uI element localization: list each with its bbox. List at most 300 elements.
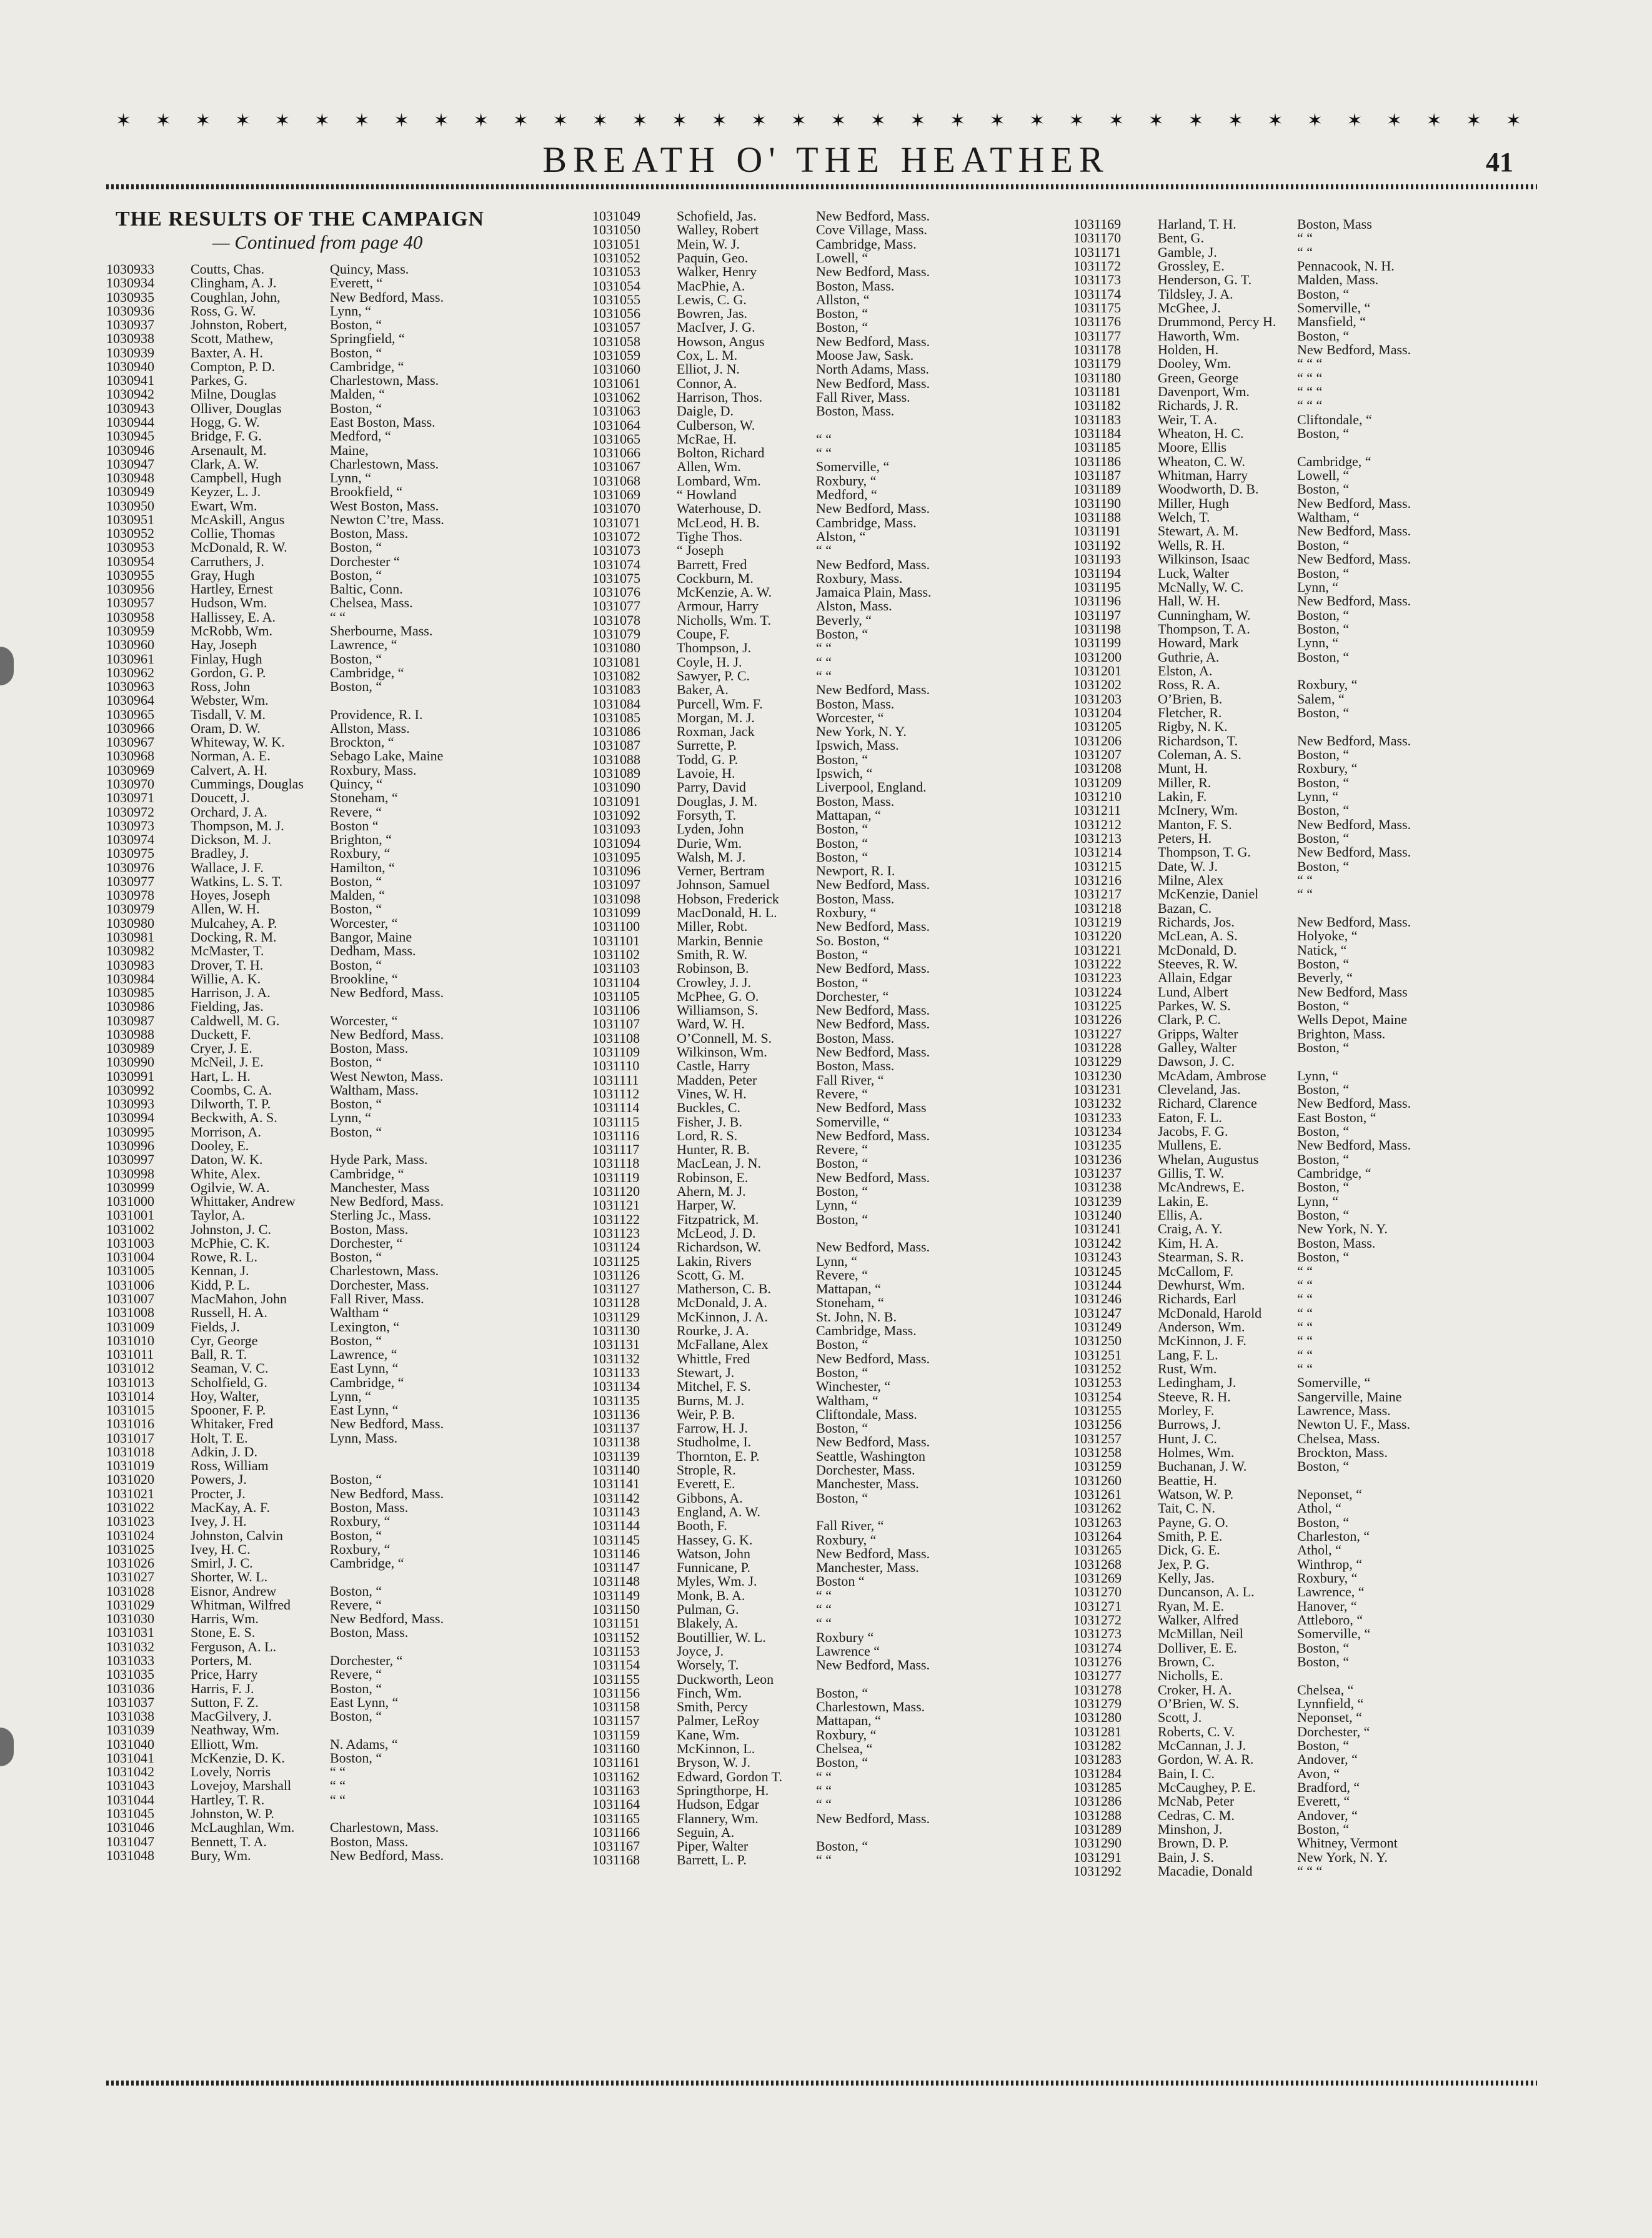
list-item: [1073, 357, 1423, 371]
entry-location: Boston, “: [330, 901, 382, 917]
entry-location: Attleboro, “: [1297, 1612, 1363, 1628]
entry-number: 1030989: [106, 1040, 154, 1056]
entry-name: Whiteway, W. K.: [191, 734, 285, 750]
entry-name: Stone, E. S.: [191, 1624, 256, 1640]
entry-location: Boston, “: [1297, 1123, 1350, 1139]
list-item: [106, 1208, 456, 1222]
entry-location: Boston, “: [1297, 621, 1350, 637]
entry-name: Hoyes, Joseph: [191, 887, 271, 903]
entry-location: Cambridge, “: [1297, 1165, 1371, 1181]
entry-location: New York, N. Y.: [816, 724, 907, 739]
entry-location: New Bedford, Mass.: [330, 985, 444, 1000]
list-item: [106, 1111, 456, 1125]
entry-location: New Bedford, Mass.: [816, 1351, 930, 1366]
entry-number: 1030948: [106, 470, 154, 485]
list-item: [1073, 1836, 1423, 1850]
entry-location: Athol, “: [1297, 1500, 1341, 1516]
entry-location: Sterling Jc., Mass.: [330, 1207, 431, 1223]
entry-location: Brighton, Mass.: [1297, 1026, 1386, 1042]
list-item: [592, 767, 942, 780]
entry-number: 1031205: [1073, 719, 1122, 734]
entry-location: Lawrence, Mass.: [1297, 1403, 1391, 1418]
entry-location: Ipswich, “: [816, 765, 873, 781]
entry-name: Bryson, W. J.: [677, 1754, 750, 1770]
entry-number: 1031104: [592, 975, 640, 990]
entry-location: Mattapan, “: [816, 1713, 881, 1728]
entry-location: Allston, “: [816, 292, 870, 307]
list-item: [592, 1255, 942, 1268]
entry-location: Maine,: [330, 442, 369, 458]
entry-name: Shorter, W. L.: [191, 1569, 268, 1584]
entry-location: Boston, “: [1297, 775, 1350, 790]
list-item: [592, 1574, 942, 1588]
entry-number: 1031128: [592, 1295, 640, 1310]
entry-name: Parkes, G.: [191, 372, 248, 388]
entry-location: Roxbury, “: [816, 473, 877, 489]
entry-name: Bain, I. C.: [1158, 1766, 1215, 1781]
entry-location: Newton U. F., Mass.: [1297, 1416, 1410, 1432]
entry-location: Somerville, “: [816, 459, 890, 474]
entry-location: “ “: [330, 1778, 346, 1793]
entry-location: Lynn, “: [1297, 579, 1338, 595]
entry-location: Chelsea, Mass.: [330, 595, 413, 610]
entry-location: Salem, “: [1297, 691, 1345, 707]
entry-number: 1031141: [592, 1476, 640, 1491]
list-item: [592, 1156, 942, 1170]
entry-location: Jamaica Plain, Mass.: [816, 584, 932, 600]
entry-location: Roxbury, “: [330, 1541, 391, 1557]
entry-number: 1030953: [106, 539, 154, 555]
entry-location: “ “: [816, 1588, 832, 1603]
entry-name: Holt, T. E.: [191, 1430, 248, 1446]
entry-number: 1030965: [106, 707, 154, 722]
entry-location: Boston, “: [816, 835, 868, 851]
entry-number: 1031148: [592, 1573, 640, 1589]
list-item: [106, 1417, 456, 1431]
list-item: [592, 1101, 942, 1115]
entry-location: Boston, Mass: [1297, 216, 1372, 232]
entry-location: Malden, “: [330, 887, 385, 903]
entry-location: Boston, “: [816, 849, 868, 865]
entry-location: New Bedford, Mass.: [1297, 1095, 1411, 1111]
entry-number: 1031276: [1073, 1654, 1122, 1669]
entry-number: 1031119: [592, 1170, 640, 1185]
entry-name: Olliver, Douglas: [191, 400, 282, 416]
list-item: [106, 1320, 456, 1334]
entry-number: 1030974: [106, 832, 154, 847]
entry-name: McRobb, Wm.: [191, 623, 272, 639]
entry-location: “ “: [816, 1852, 832, 1867]
star-ornament-icon: ✶: [949, 110, 965, 131]
list-item: [592, 1003, 942, 1017]
list-item: [1073, 860, 1423, 873]
entry-name: Rowe, R. L.: [191, 1249, 257, 1265]
entry-location: Andover, “: [1297, 1808, 1358, 1823]
entry-location: “ “: [330, 609, 346, 625]
entry-number: 1031050: [592, 222, 640, 237]
entry-name: Drover, T. H.: [191, 957, 264, 973]
entry-name: Procter, J.: [191, 1486, 246, 1501]
entry-name: Calvert, A. H.: [191, 762, 267, 778]
list-item: [1073, 552, 1423, 566]
entry-name: Henderson, G. T.: [1158, 272, 1252, 287]
entry-location: New Bedford, Mass.: [816, 264, 930, 279]
entry-number: 1030944: [106, 414, 154, 430]
entry-number: 1031264: [1073, 1528, 1122, 1544]
entry-number: 1031167: [592, 1838, 640, 1854]
entry-location: Revere, “: [816, 1141, 868, 1157]
list-item: [1073, 440, 1423, 454]
entry-name: Green, George: [1158, 370, 1239, 385]
entry-name: Johnston, J. C.: [191, 1221, 271, 1237]
entry-number: 1030994: [106, 1110, 154, 1125]
entry-number: 1030955: [106, 567, 154, 583]
entry-name: McDonald, J. A.: [677, 1295, 767, 1310]
entry-name: Morley, F.: [1158, 1403, 1215, 1418]
entry-name: Hunt, J. C.: [1158, 1431, 1217, 1446]
entry-number: 1031024: [106, 1528, 154, 1543]
entry-number: 1030967: [106, 734, 154, 750]
entry-location: Boston, Mass.: [330, 1834, 409, 1849]
entry-name: Orchard, J. A.: [191, 804, 267, 820]
list-item: [1073, 873, 1423, 887]
list-item: [592, 516, 942, 530]
entry-number: 1031230: [1073, 1068, 1122, 1083]
entry-location: Roxbury, “: [330, 1513, 391, 1529]
entry-name: Gray, Hugh: [191, 567, 255, 583]
entry-location: Charlestown, Mass.: [330, 1263, 439, 1278]
list-item: [106, 888, 456, 902]
entry-location: Liverpool, England.: [816, 779, 927, 795]
entry-location: New Bedford, Mass.: [330, 1193, 444, 1209]
entry-location: “ “: [816, 445, 832, 460]
entry-name: Tildsley, J. A.: [1158, 286, 1233, 302]
list-item: [1073, 1585, 1423, 1599]
entry-location: New Bedford, Mass.: [816, 1657, 930, 1673]
entry-name: Miller, Hugh: [1158, 495, 1229, 511]
entry-number: 1031229: [1073, 1053, 1122, 1069]
entry-name: Hart, L. H.: [191, 1068, 251, 1084]
entry-number: 1031154: [592, 1657, 640, 1673]
entry-name: Willie, A. K.: [191, 971, 261, 987]
entry-number: 1031097: [592, 877, 640, 892]
list-item: [106, 1195, 456, 1208]
list-item: [106, 485, 456, 499]
entry-number: 1031170: [1073, 230, 1122, 246]
list-item: [592, 962, 942, 975]
entry-number: 1031159: [592, 1727, 640, 1743]
entry-number: 1031241: [1073, 1221, 1122, 1236]
list-item: [106, 1125, 456, 1139]
entry-location: “ “ “: [1297, 370, 1323, 385]
star-ornament-icon: ✶: [632, 110, 648, 131]
entry-name: McAskill, Angus: [191, 512, 285, 527]
entry-number: 1031078: [592, 612, 640, 628]
list-item: [1073, 957, 1423, 971]
list-item: [592, 390, 942, 404]
entry-location: East Lynn, “: [330, 1360, 399, 1376]
list-item: [106, 444, 456, 457]
entry-number: 1031037: [106, 1694, 154, 1710]
entry-number: 1031085: [592, 710, 640, 725]
list-item: [592, 1673, 942, 1686]
list-item: [1073, 1083, 1423, 1097]
list-item: [106, 1278, 456, 1292]
entry-location: Boston, “: [1297, 1179, 1350, 1195]
list-item: [106, 1640, 456, 1654]
list-item: [1073, 678, 1423, 692]
star-ornament-icon: ✶: [592, 110, 608, 131]
entry-location: Cambridge, Mass.: [816, 1323, 917, 1338]
entry-location: Lexington, “: [330, 1319, 400, 1335]
list-item: [1073, 1306, 1423, 1320]
entry-location: New Bedford, Mass.: [816, 877, 930, 892]
entry-location: Bradford, “: [1297, 1779, 1360, 1795]
list-item: [1073, 1571, 1423, 1585]
entry-number: 1031209: [1073, 775, 1122, 790]
entry-number: 1031121: [592, 1197, 640, 1213]
entry-name: Harrison, J. A.: [191, 985, 271, 1000]
entry-location: Boston, “: [1297, 1207, 1350, 1223]
entry-name: Arsenault, M.: [191, 442, 267, 458]
entry-name: McPhie, C. K.: [191, 1235, 270, 1251]
list-item: [106, 291, 456, 304]
entry-number: 1031179: [1073, 356, 1122, 371]
list-item: [592, 1798, 942, 1811]
list-item: [592, 1756, 942, 1769]
entry-location: New Bedford, Mass.: [330, 289, 444, 305]
entry-number: 1031233: [1073, 1110, 1122, 1125]
entry-name: McLaughlan, Wm.: [191, 1819, 295, 1835]
entry-location: New Bedford, Mass.: [816, 960, 930, 976]
entry-name: McPhee, G. O.: [677, 988, 759, 1004]
entry-number: 1031117: [592, 1141, 640, 1157]
entry-number: 1031022: [106, 1499, 154, 1515]
entry-number: 1031068: [592, 473, 640, 489]
entry-number: 1031059: [592, 347, 640, 363]
entry-name: Harris, F. J.: [191, 1681, 254, 1696]
list-item: [106, 805, 456, 819]
list-item: [1073, 1362, 1423, 1376]
entry-location: Providence, R. I.: [330, 707, 423, 722]
entry-name: Neathway, Wm.: [191, 1722, 279, 1738]
entry-name: McLean, A. S.: [1158, 928, 1238, 943]
entry-name: Roxman, Jack: [677, 724, 755, 739]
entry-location: Boston, Mass.: [330, 1624, 409, 1640]
entry-number: 1031165: [592, 1811, 640, 1826]
entry-name: Howard, Mark: [1158, 635, 1239, 650]
list-item: [592, 1296, 942, 1310]
list-item: [1073, 1474, 1423, 1488]
entry-location: Malden, “: [330, 386, 385, 402]
entry-name: Mitchel, F. S.: [677, 1378, 751, 1394]
entry-name: MacKay, A. F.: [191, 1499, 270, 1515]
entry-name: Thompson, T. A.: [1158, 621, 1250, 637]
entry-number: 1031055: [592, 292, 640, 307]
entry-number: 1031271: [1073, 1598, 1122, 1614]
list-item: [592, 1059, 942, 1073]
entry-name: Compton, P. D.: [191, 359, 276, 374]
entry-name: O’Brien, W. S.: [1158, 1696, 1240, 1711]
list-item: [106, 1083, 456, 1097]
star-ornament-icon: ✶: [1306, 110, 1323, 131]
entry-location: Mattapan, “: [816, 807, 881, 823]
entry-name: Mulcahey, A. P.: [191, 915, 277, 931]
entry-number: 1031277: [1073, 1668, 1122, 1683]
entry-number: 1031131: [592, 1336, 640, 1352]
entry-number: 1031087: [592, 737, 640, 753]
entry-number: 1031047: [106, 1834, 154, 1849]
entry-number: 1031194: [1073, 565, 1122, 581]
entry-number: 1031115: [592, 1114, 640, 1130]
entry-name: Smith, P. E.: [1158, 1528, 1223, 1544]
entry-location: Boston, “: [1297, 1151, 1350, 1167]
entry-number: 1031015: [106, 1402, 154, 1418]
entry-name: Ledingham, J.: [1158, 1375, 1237, 1390]
entry-name: Galley, Walter: [1158, 1040, 1237, 1055]
entry-number: 1030959: [106, 623, 154, 639]
list-item: [1073, 776, 1423, 790]
star-ornament-icon: ✶: [1267, 110, 1283, 131]
entry-location: Lynn, “: [816, 1197, 857, 1213]
list-item: [1073, 385, 1423, 399]
entry-number: 1031023: [106, 1513, 154, 1529]
entry-number: 1031255: [1073, 1403, 1122, 1418]
list-item: [592, 446, 942, 460]
entry-location: Holyoke, “: [1297, 928, 1358, 943]
entry-location: Cambridge, “: [330, 1166, 404, 1181]
entry-number: 1031035: [106, 1666, 154, 1682]
entry-location: Dedham, Mass.: [330, 943, 416, 958]
list-item: [106, 1709, 456, 1723]
entry-name: “ Joseph: [677, 542, 724, 558]
entry-name: Campbell, Hugh: [191, 470, 282, 485]
entry-number: 1031051: [592, 236, 640, 252]
entry-number: 1031049: [592, 208, 640, 224]
entry-number: 1031093: [592, 821, 640, 837]
entry-location: Roxbury, “: [816, 1532, 877, 1548]
entry-name: Payne, G. O.: [1158, 1514, 1229, 1530]
entry-name: Rust, Wm.: [1158, 1361, 1217, 1376]
entry-number: 1031099: [592, 905, 640, 920]
list-item: [106, 1738, 456, 1751]
entry-name: Adkin, J. D.: [191, 1444, 257, 1460]
entry-number: 1031286: [1073, 1793, 1122, 1809]
entry-location: “ “: [816, 1769, 832, 1784]
entry-name: Ross, R. A.: [1158, 677, 1220, 692]
entry-name: Dilworth, T. P.: [191, 1096, 271, 1112]
entry-location: Lowell, “: [816, 250, 868, 266]
entry-location: Brookfield, “: [330, 484, 403, 499]
entry-location: Baltic, Conn.: [330, 581, 403, 597]
entry-name: Cyr, George: [191, 1333, 258, 1348]
entry-number: 1031026: [106, 1555, 154, 1571]
entry-number: 1031029: [106, 1597, 154, 1613]
list-item: [106, 1487, 456, 1501]
entry-number: 1031211: [1073, 802, 1122, 818]
list-item: [1073, 413, 1423, 427]
entry-name: Brown, D. P.: [1158, 1835, 1229, 1851]
entry-number: 1031172: [1073, 258, 1122, 274]
entry-name: McRae, H.: [677, 431, 737, 447]
entry-location: Athol, “: [1297, 1542, 1341, 1558]
entry-number: 1030952: [106, 525, 154, 541]
star-ornament-icon: ✶: [1108, 110, 1125, 131]
entry-number: 1031221: [1073, 942, 1122, 958]
entry-location: “ “: [1297, 1263, 1313, 1279]
entry-name: Baxter, A. H.: [191, 345, 263, 361]
entry-name: Watson, John: [677, 1546, 751, 1561]
entry-name: Richardson, T.: [1158, 733, 1238, 748]
list-item: [592, 1352, 942, 1366]
entry-number: 1030985: [106, 985, 154, 1000]
entry-location: Waltham “: [330, 1305, 389, 1320]
entry-name: Price, Harry: [191, 1666, 258, 1682]
list-item: [106, 1529, 456, 1543]
entry-name: Doucett, J.: [191, 790, 250, 805]
list-item: [106, 1236, 456, 1250]
entry-location: Boston, “: [1297, 1640, 1350, 1656]
entry-name: Bridge, F. G.: [191, 428, 262, 444]
entry-number: 1031066: [592, 445, 640, 460]
list-item: [1073, 217, 1423, 231]
entry-number: 1030972: [106, 804, 154, 820]
entry-number: 1031228: [1073, 1040, 1122, 1055]
entry-name: Luck, Walter: [1158, 565, 1229, 581]
list-item: [106, 276, 456, 290]
entry-location: New Bedford, Mass.: [1297, 914, 1411, 930]
list-item: [1073, 1516, 1423, 1529]
entry-location: Newport, R. I.: [816, 863, 895, 878]
list-item: [592, 251, 942, 265]
entry-number: 1031129: [592, 1309, 640, 1325]
entry-location: Revere, “: [816, 1267, 868, 1283]
entry-location: Boston, “: [330, 317, 382, 332]
entry-number: 1031158: [592, 1699, 640, 1714]
entry-name: Elliott, Wm.: [191, 1736, 259, 1752]
entry-location: “ “: [1297, 230, 1313, 246]
list-item: [1073, 371, 1423, 385]
entry-name: Lavoie, H.: [677, 765, 735, 781]
entry-location: Lynn, “: [1297, 1193, 1338, 1209]
footer-divider: [106, 2081, 1537, 2086]
entry-name: Fletcher, R.: [1158, 705, 1222, 720]
list-item: [106, 1390, 456, 1403]
list-item: [106, 791, 456, 805]
entry-location: “ “: [330, 1792, 346, 1808]
star-ornament-icon: ✶: [989, 110, 1005, 131]
entry-name: Johnson, Samuel: [677, 877, 770, 892]
entry-number: 1031256: [1073, 1416, 1122, 1432]
list-item: [592, 1603, 942, 1616]
entry-number: 1031007: [106, 1291, 154, 1306]
entry-location: Andover, “: [1297, 1751, 1358, 1767]
entry-number: 1031284: [1073, 1766, 1122, 1781]
entry-name: Steeves, R. W.: [1158, 956, 1238, 972]
binding-hole: [0, 1728, 14, 1766]
entry-name: Blakely, A.: [677, 1615, 739, 1631]
entry-number: 1030996: [106, 1138, 154, 1153]
entry-name: Mein, W. J.: [677, 236, 740, 252]
entry-number: 1030940: [106, 359, 154, 374]
entry-location: Boston, “: [1297, 802, 1350, 818]
entry-location: Cove Village, Mass.: [816, 222, 927, 237]
entry-location: Lynn, “: [330, 1110, 371, 1125]
entry-number: 1031011: [106, 1346, 154, 1362]
entry-location: Somerville, “: [1297, 1375, 1371, 1390]
list-item: [106, 1514, 456, 1528]
entry-location: Boston, “: [816, 1336, 868, 1352]
